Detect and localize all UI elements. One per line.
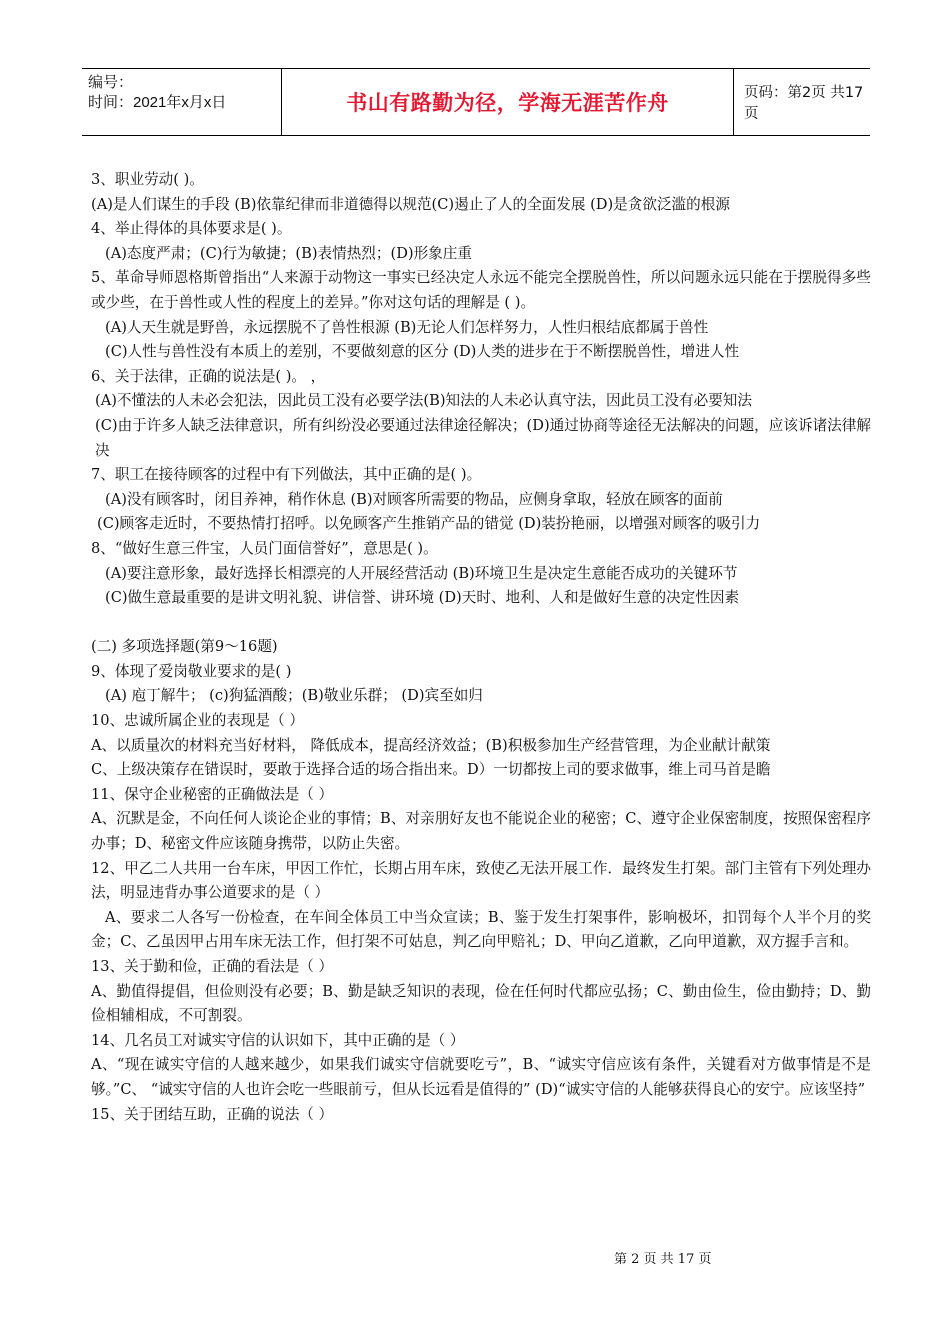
text-line: (C)由于许多人缺乏法律意识，所有纠纷没必要通过法律途径解决；(D)通过协商等途径无法解决的问题，应该诉诸法律解决	[95, 416, 871, 459]
header-motto: 书山有路勤为径，学海无涯苦作舟	[282, 69, 734, 135]
text-line: (A)人天生就是野兽，永远摆脱不了兽性根源 (B)无论人们怎样努力，人性归根结底都属于兽性	[105, 318, 709, 336]
text-line: (A)要注意形象，最好选择长相漂亮的人开展经营活动 (B)环境卫生是决定生意能否成功的关键环节	[105, 564, 738, 582]
text-line: 9、体现了爱岗敬业要求的是( )	[91, 662, 292, 680]
text-line: (C)做生意最重要的是讲文明礼貌、讲信誉、讲环境 (D)天时、地利、人和是做好生意的决定性因素	[105, 589, 740, 607]
page-header	[82, 68, 870, 136]
text-line: A、以质量次的材料充当好材料， 降低成本，提高经济效益；(B)积极参加生产经营管理，为企业献计献策	[91, 736, 771, 754]
header-page-number: 页码：第2页 共17页	[744, 85, 864, 122]
text-line: (A) 庖丁解牛； (c)狗猛酒酸；(B)敬业乐群； (D)宾至如归	[105, 687, 483, 705]
text-line: 7、职工在接待顾客的过程中有下列做法，其中正确的是( )。	[91, 466, 482, 484]
text-line: 4、举止得体的具体要求是( )。	[91, 220, 292, 238]
page-footer: 第 2 页 共 17 页	[614, 1252, 712, 1267]
text-line: C、上级决策存在错误时，要敢于选择合适的场合指出来。D）一切都按上司的要求做事，维上司马首是瞻	[91, 761, 771, 779]
text-line: 3、职业劳动( )。	[91, 171, 204, 188]
text-line: (A)是人们谋生的手段 (B)依靠纪律而非道德得以规范(C)遏止了人的全面发展 (D)是贪欲泛滥的根源	[91, 195, 730, 213]
text-line: (C)人性与兽性没有本质上的差别，不要做刻意的区分 (D)人类的进步在于不断摆脱兽性，增进人性	[105, 343, 740, 361]
blank-line	[91, 611, 871, 636]
document-body	[91, 168, 871, 1127]
text-line: 10、忠诚所属企业的表现是（ ）	[91, 712, 304, 730]
text-line: 11、保守企业秘密的正确做法是（ ）	[91, 785, 334, 803]
header-info	[82, 69, 282, 135]
text-line: 8、“做好生意三件宝，人员门面信誉好”，意思是( )。	[91, 539, 438, 557]
text-line: A、要求二人各写一份检查，在车间全体员工中当众宣读；B、鉴于发生打架事件，影响极坏，扣罚每个人半个月的奖金；C、乙虽因甲占用车床无法工作，但打架不可姑息，判乙向甲赔礼；D、甲向乙道歉，乙向甲道歉，双方握手言和。	[91, 908, 871, 951]
text-line: (C)顾客走近时，不要热情打招呼。以免顾客产生推销产品的错觉 (D)装扮艳丽，以增强对顾客的吸引力	[97, 515, 761, 533]
text-line: (A)不懂法的人未必会犯法，因此员工没有必要学法(B)知法的人未必认真守法，因此员工没有必要知法	[95, 392, 752, 410]
document-number-label: 编号：	[88, 74, 134, 91]
document-time-label: 时间：2021年x月x日	[88, 94, 227, 111]
text-line: 14、几名员工对诚实守信的认识如下，其中正确的是（ ）	[91, 1031, 465, 1049]
text-line: A、“现在诚实守信的人越来越少，如果我们诚实守信就要吃亏”，B、“诚实守信应该有条件，关键看对方做事情是不是够。”C、 “诚实守信的人也许会吃一些眼前亏，但从长远看是值得的” (D)“诚实守信的人能够获得良心的安宁。应该坚持”	[91, 1056, 871, 1098]
text-line: A、勤值得提倡，但俭则没有必要；B、勤是缺乏知识的表现，俭在任何时代都应弘扬；C、勤由俭生，俭由勤持；D、勤俭相辅相成，不可割裂。	[91, 982, 871, 1025]
text-line: (A)没有顾客时，闭目养神，稍作休息 (B)对顾客所需要的物品，应侧身拿取，轻放在顾客的面前	[105, 490, 723, 508]
text-line: 12、甲乙二人共用一台车床，甲因工作忙，长期占用车床，致使乙无法开展工作．最终发生打架。部门主管有下列处理办法，明显违背办事公道要求的是（ ）	[91, 859, 871, 902]
text-line: 13、关于勤和俭，正确的看法是（ ）	[91, 958, 334, 975]
text-line: (A)态度严肃；(C)行为敏捷；(B)表情热烈；(D)形象庄重	[105, 244, 472, 262]
text-line: 6、关于法律，正确的说法是( )。 ，	[91, 367, 326, 385]
text-line: 5、革命导师恩格斯曾指出“人来源于动物这一事实已经决定人永远不能完全摆脱兽性，所以问题永远只能在于摆脱得多些或少些，在于兽性或人性的程度上的差异。”你对这句话的理解是 ( )。	[91, 269, 871, 311]
text-line: A、沉默是金，不向任何人谈论企业的事情；B、对亲朋好友也不能说企业的秘密；C、遵守企业保密制度，按照保密程序办事；D、秘密文件应该随身携带，以防止失密。	[91, 810, 871, 853]
text-line: (二) 多项选择题(第9～16题)	[91, 638, 278, 656]
text-line: 15、关于团结互助，正确的说法（ ）	[91, 1105, 334, 1123]
